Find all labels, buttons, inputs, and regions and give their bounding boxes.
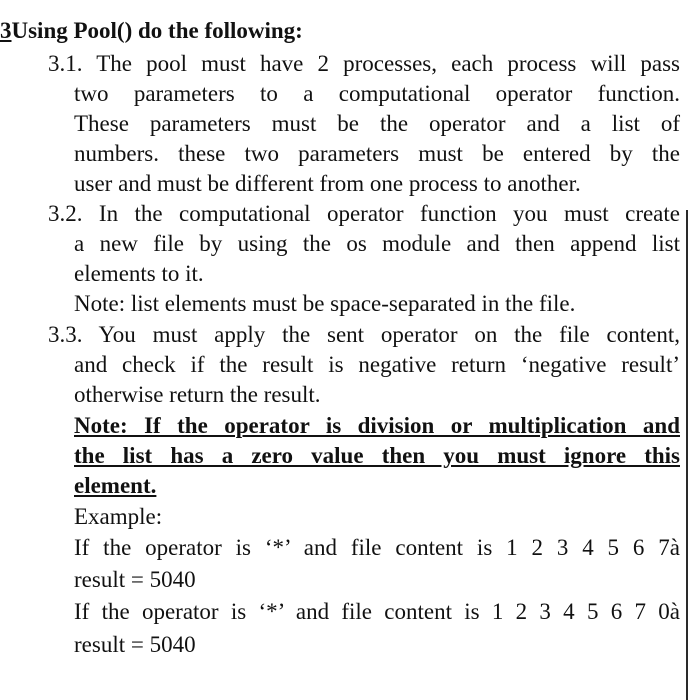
example-2-line: If the operator is ‘*’ and file content is 1 2 3 4 5 6 7 0à (74, 599, 680, 624)
item-3-2-note: Note: list elements must be space-separated in the file. (74, 291, 576, 316)
section-title: Using Pool() do the following: (11, 18, 303, 43)
example-label: Example: (74, 504, 163, 529)
item-3-1-line-4: numbers. these two parameters must be entered by the (74, 141, 680, 166)
item-3-1-line-5: user and must be different from one process to another. (74, 171, 581, 196)
item-3-3-note-line-3: element. (74, 473, 157, 498)
item-3-2-line-1: 3.2. In the computational operator function you must create (48, 201, 680, 226)
item-3-2-line-2: a new file by using the os module and then append list (74, 231, 680, 256)
item-3-3-note-line-1: Note: If the operator is division or multiplication and (74, 413, 680, 438)
item-3-2-line-3: elements to it. (74, 261, 204, 286)
page-edge-divider (686, 210, 688, 700)
section-number: 3 (0, 18, 12, 43)
section-heading (0, 18, 303, 50)
item-3-1-line-2: two parameters to a computational operator function. (74, 81, 680, 106)
item-3-3-line-2: and check if the result is negative return ‘negative result’ (74, 352, 680, 377)
item-3-3-note-line-2: the list has a zero value then you must ignore this (74, 443, 680, 468)
item-3-3-line-1: 3.3. You must apply the sent operator on the file content, (48, 322, 680, 347)
item-3-1-line-1: 3.1. The pool must have 2 processes, each process will pass (48, 51, 680, 76)
example-2-result: result = 5040 (74, 632, 196, 657)
example-1-line: If the operator is ‘*’ and file content is 1 2 3 4 5 6 7à (74, 535, 680, 560)
example-1-result: result = 5040 (74, 567, 196, 592)
item-3-1-line-3: These parameters must be the operator and a list of (74, 111, 680, 136)
item-3-3-line-3: otherwise return the result. (74, 382, 321, 407)
